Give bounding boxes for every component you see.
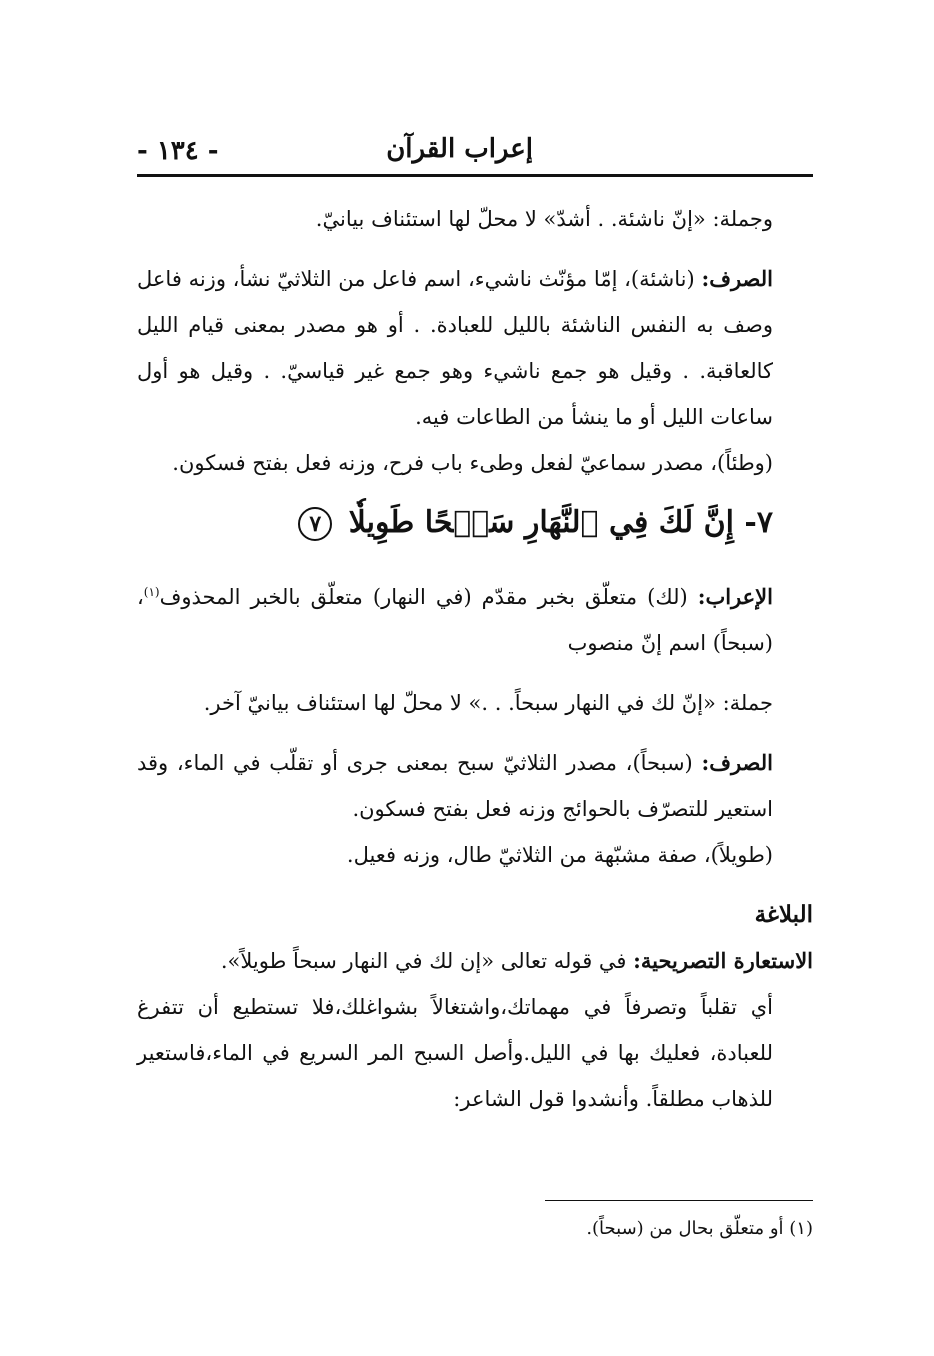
header-rule (137, 174, 813, 177)
paragraph-text: أي تقلباً وتصرفاً في مهماتك،واشتغالاً بشواغلك،فلا تستطيع أن تتفرغ للعبادة، فعليك بها في الليل.وأصل السبح المر السريع في الماء،فاستعير للذهاب مطلقاً. وأنشدوا قول الشاعر: (137, 995, 773, 1111)
paragraph-sentence-analysis-1 (137, 196, 813, 242)
term-label: الاستعارة التصريحية: (633, 948, 813, 973)
footnote-rule (545, 1200, 813, 1201)
paragraph-sentence-analysis-2 (137, 680, 813, 726)
verse-text: ٧- إِنَّ لَكَ فِي ٱلنَّهَارِ سَبۡحًا طَوِيلٗا (348, 505, 773, 540)
footnote (137, 1210, 813, 1248)
paragraph-rhetoric-2 (137, 984, 813, 1122)
spacer (137, 560, 813, 574)
paragraph-text: (لك) متعلّق بخبر مقدّم (في النهار) متعلّق بالخبر المحذوف (159, 585, 698, 609)
page-header (137, 128, 813, 172)
paragraph-text: (سبحاً)، مصدر الثلاثيّ سبح بمعنى جرى أو تقلّب في الماء، وقد استعير للتصرّف بالحوائج وزنه فعل بفتح فسكون. (137, 751, 773, 821)
footnote-reference: (١) (143, 585, 160, 599)
spacer (137, 242, 813, 256)
running-title: إعراب القرآن (386, 134, 533, 164)
quran-verse (137, 486, 813, 560)
paragraph-text: وجملة: «إنّ ناشئة. . أشدّ» لا محلّ لها استئناف بيانيّ. (315, 207, 773, 231)
footnote-text: (١) أو متعلّق بحال من (سبحاً). (586, 1218, 813, 1239)
paragraph-text: (وطئاً)، مصدر سماعيّ لفعل وطىء باب فرح، وزنه فعل بفتح فسكون. (172, 451, 773, 475)
section-title: البلاغة (754, 901, 813, 928)
paragraph-text: (ناشئة)، إمّا مؤنّث ناشيء، اسم فاعل من الثلاثيّ نشأ، وزنه فاعل وصف به النفس الناشئة بالليل للعبادة. . أو هو مصدر بمعنى قيام الليل كالعاقبة. . وقيل هو جمع ناشيء وهو جمع غير قياسيّ. . وقيل هو أول ساعات الليل أو ما ينشأ من الطاعات فيه. (137, 267, 773, 429)
page-number: - ١٣٤ - (137, 136, 219, 166)
paragraph-grammar (137, 574, 813, 666)
main-text (137, 196, 813, 1122)
paragraph-text: (طويلاً)، صفة مشبّهة من الثلاثيّ طال، وزنه فعيل. (346, 843, 773, 867)
paragraph-morphology-4 (137, 832, 813, 878)
paragraph-morphology-2 (137, 440, 813, 486)
paragraph-text: في قوله تعالى «إن لك في النهار سبحاً طويلاً». (220, 949, 634, 973)
verse-number-mark: ٧ (298, 507, 332, 541)
paragraph-morphology-1 (137, 256, 813, 440)
term-label: الصرف: (701, 266, 773, 291)
paragraph-morphology-3 (137, 740, 813, 832)
term-label: الإعراب: (697, 584, 773, 609)
spacer (137, 878, 813, 892)
section-heading (137, 892, 813, 938)
spacer (137, 666, 813, 680)
spacer (137, 726, 813, 740)
paragraph-text: جملة: «إنّ لك في النهار سبحاً. . .» لا محلّ لها استئناف بيانيّ آخر. (203, 691, 773, 715)
term-label: الصرف: (701, 750, 773, 775)
paragraph-text: ، (سبحاً) اسم إنّ منصوب (137, 585, 773, 655)
paragraph-rhetoric-1 (137, 938, 813, 984)
